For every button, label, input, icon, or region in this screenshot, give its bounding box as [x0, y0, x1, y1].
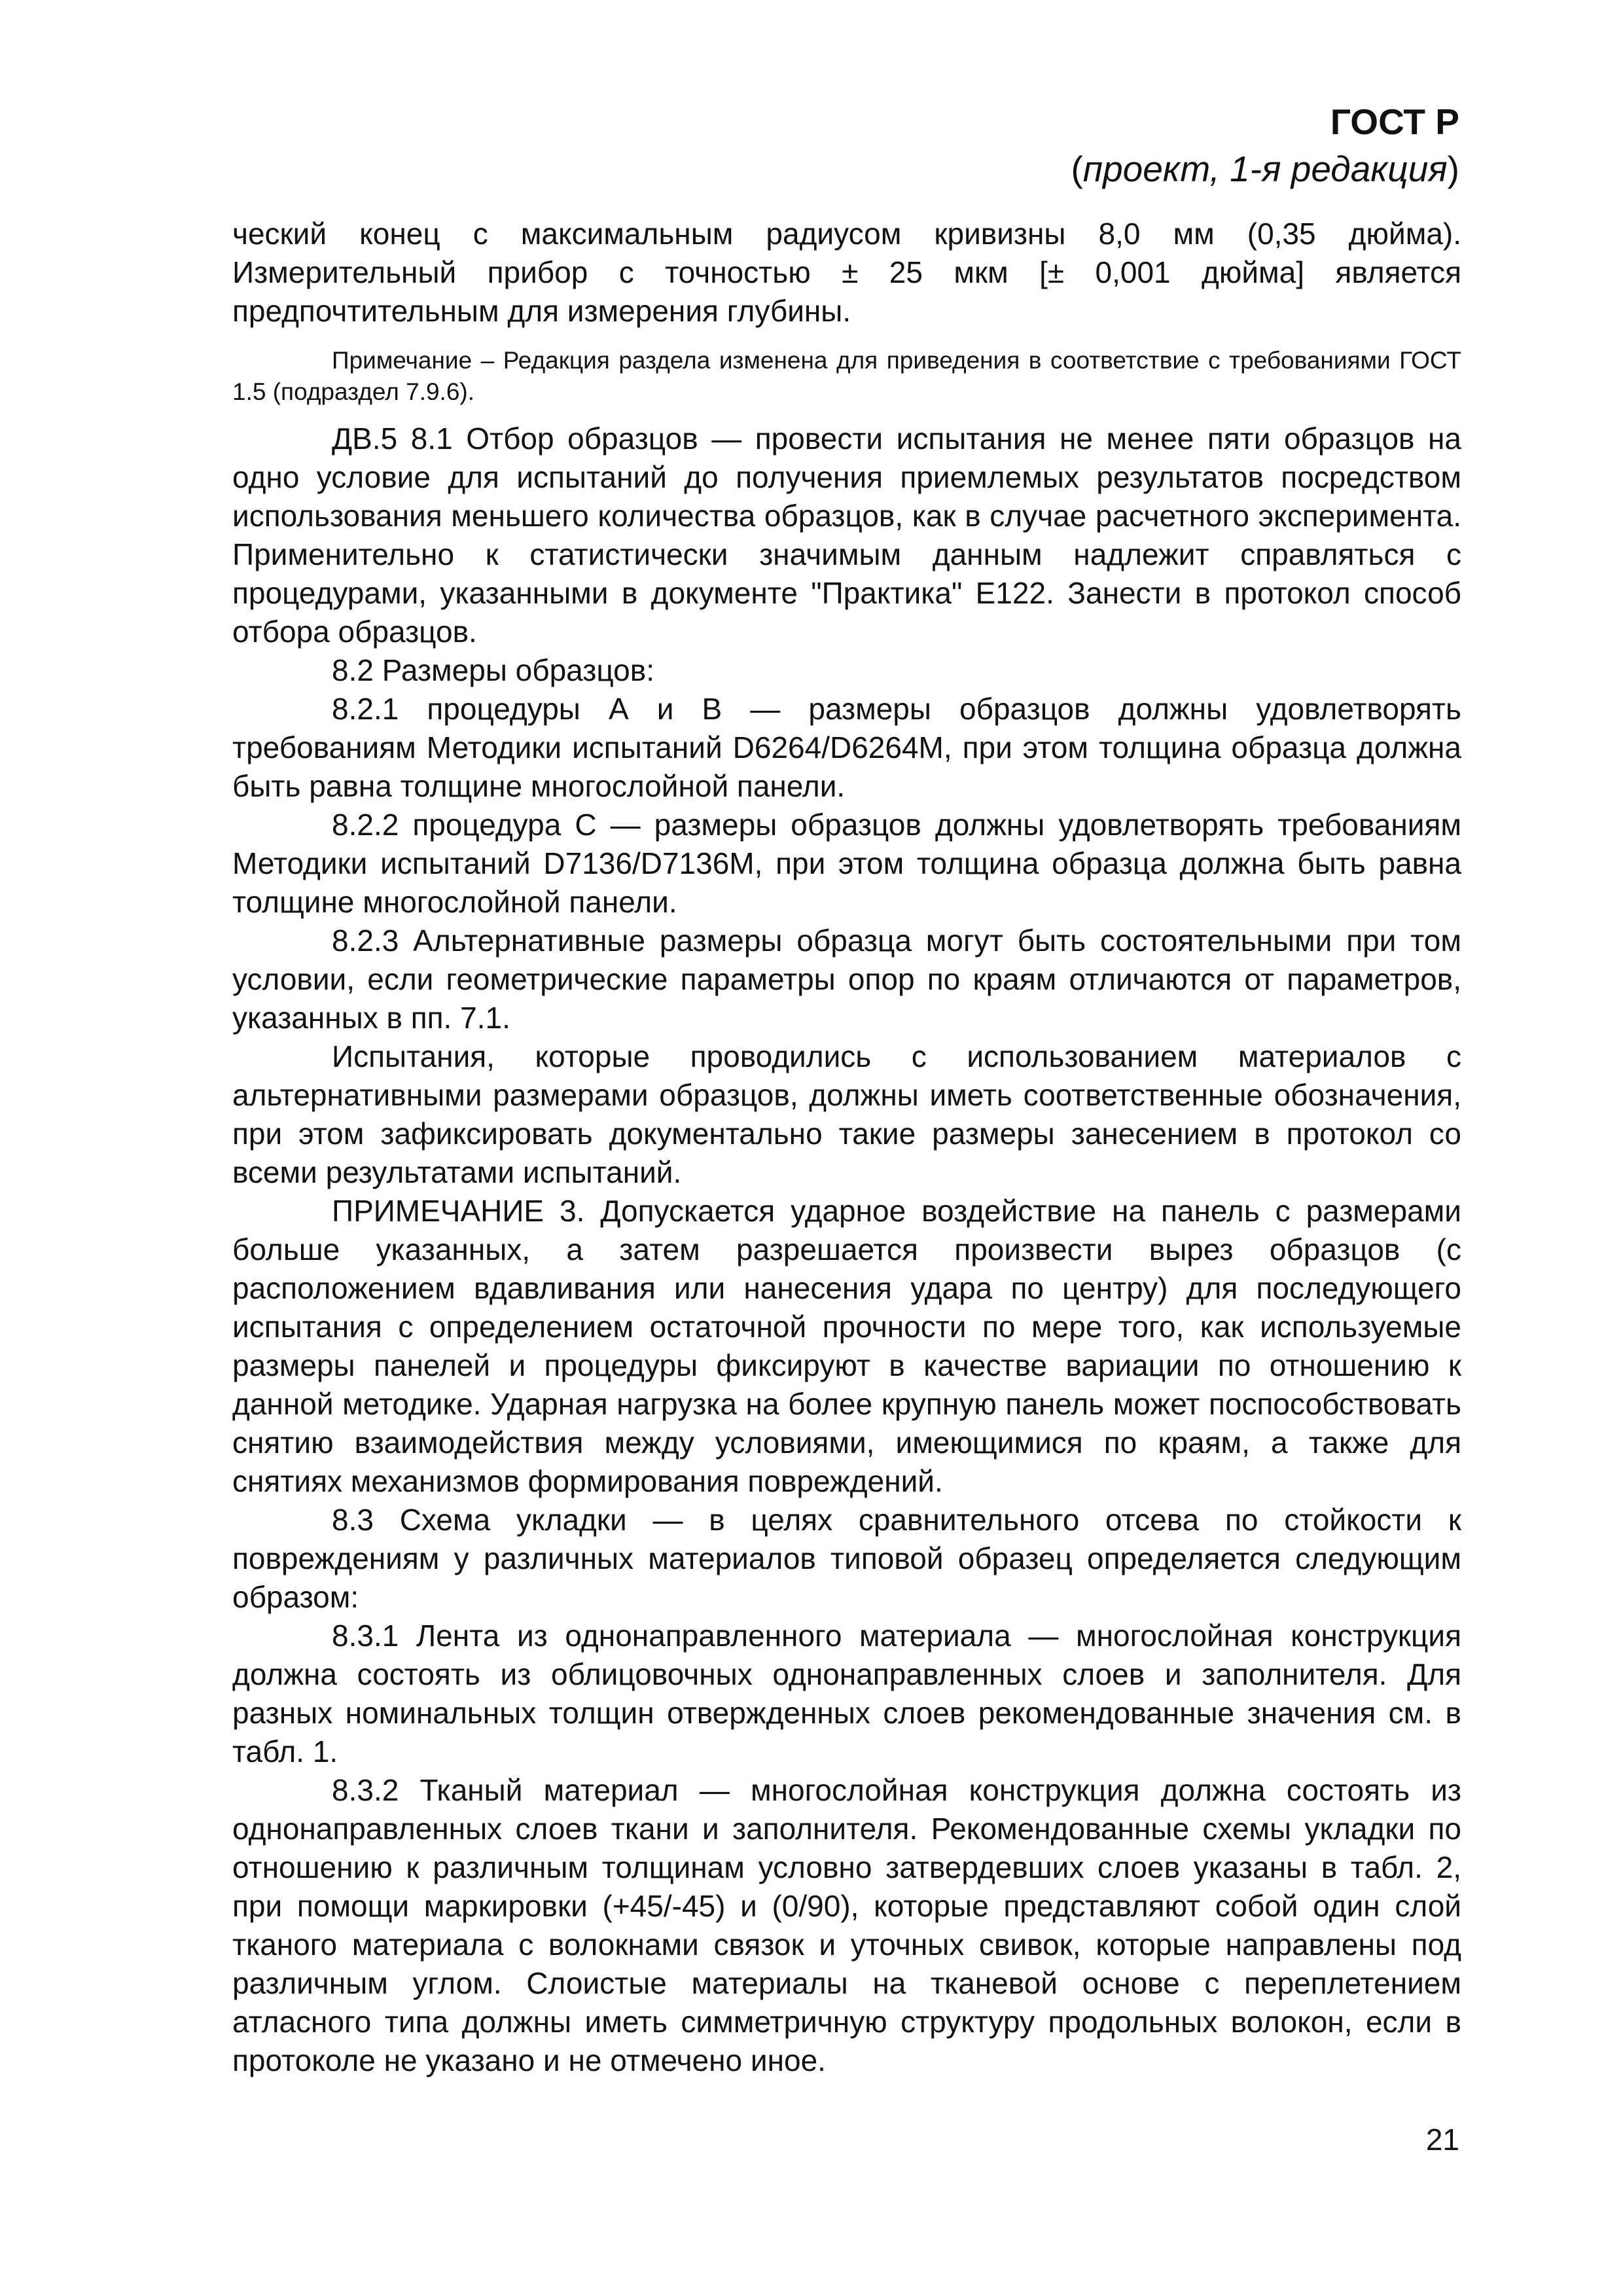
- paragraph-8-3: 8.3 Схема укладки — в целях сравнительного отсева по стойкости к повреждениям у различных материалов типовой образец определяется следующим образом:: [232, 1503, 1461, 1614]
- draft-status: [1071, 145, 1459, 192]
- paragraph-8-2-1: 8.2.1 процедуры А и В — размеры образцов должны удовлетворять требованиям Методики испытаний D6264/D6264M, при этом толщина образца должна быть равна толщине многослойной панели.: [232, 692, 1461, 803]
- paragraph-8-3-1: 8.3.1 Лента из однонаправленного материала — многослойная конструкция должна состоять из облицовочных однонаправленных слоев и заполнителя. Для разных номинальных толщин отвержденных слоев рекомендованные значения см. в табл. 1.: [232, 1619, 1461, 1768]
- paragraph-8-2-3: 8.2.3 Альтернативные размеры образца могут быть состоятельными при том условии, если геометрические параметры опор по краям отличаются от параметров, указанных в пп. 7.1.: [232, 924, 1461, 1035]
- paragraph-dv5-8-1: ДВ.5 8.1 Отбор образцов — провести испытания не менее пяти образцов на одно условие для испытаний до получения приемлемых результатов посредством использования меньшего количества образцов, как в случае расчетного эксперимента. Применительно к статистически значимым данным надлежит справляться с процедурами, указанными в документе "Практика" E122. Занести в протокол способ отбора образцов.: [232, 422, 1461, 649]
- standard-designation: ГОСТ Р: [1330, 101, 1459, 142]
- document-header: [1071, 98, 1459, 192]
- paragraph-8-2: 8.2 Размеры образцов:: [332, 653, 654, 687]
- document-body: [232, 215, 1461, 2080]
- draft-status-text: проект, 1-я редакция: [1082, 149, 1448, 189]
- paragraph-note-3: ПРИМЕЧАНИЕ 3. Допускается ударное воздействие на панель с размерами больше указанных, а затем разрешается произвести вырез образцов (с расположением вдавливания или нанесения удара по центру) для последующего испытания с определением остаточной прочности по мере того, как используемые размеры панелей и процедуры фиксируют в качестве вариации по отношению к данной методике. Ударная нагрузка на более крупную панель может поспособствовать снятию взаимодействия между условиями, имеющимися по краям, а также для снятиях механизмов формирования повреждений.: [232, 1194, 1461, 1498]
- paragraph-tests: Испытания, которые проводились с использованием материалов с альтернативными размерами образцов, должны иметь соответственные обозначения, при этом зафиксировать документально такие размеры занесением в протокол со всеми результатами испытаний.: [232, 1039, 1461, 1189]
- paragraph-8-2-2: 8.2.2 процедура С — размеры образцов должны удовлетворять требованиям Методики испытаний D7136/D7136M, при этом толщина образца должна быть равна толщине многослойной панели.: [232, 808, 1461, 919]
- draft-status-open: (: [1071, 149, 1083, 189]
- paragraph-8-3-2: 8.3.2 Тканый материал — многослойная конструкция должна состоять из однонаправленных слоев ткани и заполнителя. Рекомендованные схемы укладки по отношению к различным толщинам условно затвердевших слоев указаны в табл. 2, при помощи маркировки (+45/-45) и (0/90), которые представляют собой один слой тканого материала с волокнами связок и уточных свивок, которые направлены под различным углом. Слоистые материалы на тканевой основе с переплетением атласного типа должны иметь симметричную структуру продольных волокон, если в протоколе не указано и не отмечено иное.: [232, 1773, 1461, 2077]
- editorial-note: Примечание – Редакция раздела изменена для приведения в соответствие с требованиями ГОСТ 1.5 (подраздел 7.9.6).: [232, 347, 1461, 405]
- paragraph-continuation: ческий конец с максимальным радиусом кривизны 8,0 мм (0,35 дюйма). Измерительный прибор с точностью ± 25 мкм [± 0,001 дюйма] является предпочтительным для измерения глубины.: [232, 217, 1461, 328]
- page-number: 21: [1425, 2123, 1459, 2157]
- draft-status-close: ): [1447, 149, 1459, 189]
